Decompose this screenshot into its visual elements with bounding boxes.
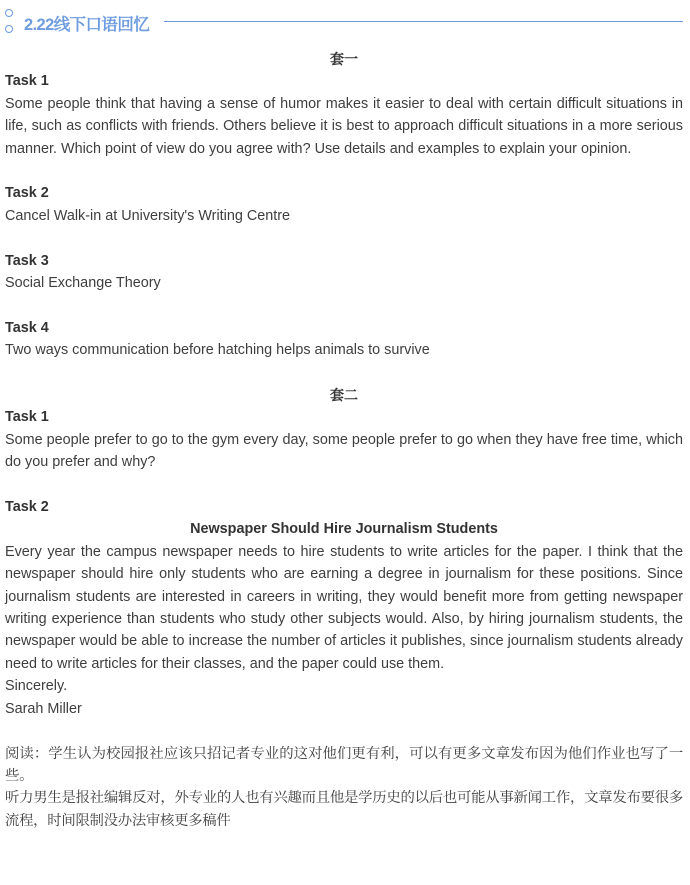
task-prompt: Some people think that having a sense of humor makes it easier to deal with certain difficult situations in life, such as conflicts with friends. Others believe it is best to approach difficult situations in a more serious manner. Which point of view do you agree with? Use details and examples to explain your opinion. <box>5 95 683 157</box>
task-prompt: Social Exchange Theory <box>5 275 161 292</box>
spacer <box>5 362 683 384</box>
set-title: 套一 <box>330 51 358 67</box>
section-title: 2.22线下口语回忆 <box>24 16 150 34</box>
letter-signature: Sarah Miller <box>5 700 82 717</box>
article-body <box>5 48 683 832</box>
spacer <box>5 720 683 742</box>
double-circle-bullet-icon <box>5 8 15 38</box>
letter-body: Every year the campus newspaper needs to hire students to write articles for the paper. I think that the newspaper should hire only students who are earning a degree in journalism for these positions. Since journalism students are interested in careers in writing, they would benefit more from getting newspaper writing experience than students who study other subjects would. Also, by hiring journalism students, the newspaper would be able to increase the number of articles it publishes, since journalism students already need to write articles for their classes, and the paper could use them. <box>5 543 683 672</box>
task-prompt: Cancel Walk-in at University's Writing Centre <box>5 207 291 224</box>
task-label: Task 1 <box>5 73 49 90</box>
section-header <box>0 0 690 44</box>
circle-icon <box>5 9 13 17</box>
spacer <box>5 227 683 249</box>
task-label: Task 2 <box>5 185 49 202</box>
task-prompt: Some people prefer to go to the gym every day, some people prefer to go when they have free time, which do you prefer and why? <box>5 431 683 471</box>
reading-note: 阅读：学生认为校园报社应该只招记者专业的这对他们更有利，可以有更多文章发布因为他们作业也写了一些。 <box>5 745 683 784</box>
circle-icon <box>5 25 13 33</box>
task-label: Task 2 <box>5 499 49 516</box>
set-one <box>5 48 683 384</box>
spacer <box>5 160 683 182</box>
spacer <box>5 294 683 316</box>
title-divider <box>164 21 683 22</box>
task-label: Task 3 <box>5 252 49 269</box>
task-label: Task 1 <box>5 409 49 426</box>
set-title: 套二 <box>330 387 358 404</box>
listening-note: 听力男生是报社编辑反对，外专业的人也有兴趣而且他是学历史的以后也可能从事新闻工作，文章发布要很多流程，时间限制没办法审核更多稿件 <box>5 790 683 829</box>
set-two <box>5 384 683 832</box>
letter-closing: Sincerely. <box>5 678 68 695</box>
letter-title: Newspaper Should Hire Journalism Students <box>190 521 498 538</box>
task-label: Task 4 <box>5 319 49 336</box>
spacer <box>5 474 683 496</box>
task-prompt: Two ways communication before hatching helps animals to survive <box>5 342 430 359</box>
